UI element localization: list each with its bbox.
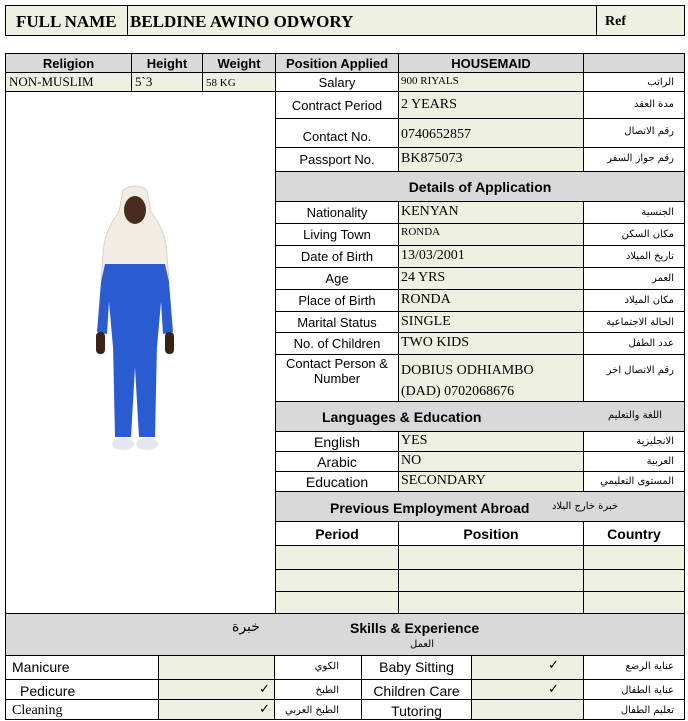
- detail-label: Living Town: [275, 223, 399, 246]
- position-value: HOUSEMAID: [398, 53, 584, 73]
- skill-left-label: Cleaning: [5, 699, 159, 720]
- skill-left-label: Pedicure: [5, 679, 159, 700]
- detail-label: Date of Birth: [275, 245, 399, 268]
- detail-label: Place of Birth: [275, 289, 399, 312]
- language-value: YES: [398, 431, 584, 452]
- skill-right-arabic: تعليم الطفال: [583, 699, 685, 720]
- detail-label: No. of Children: [275, 332, 399, 355]
- position-extra: [583, 53, 685, 73]
- salary-label: Salary: [275, 72, 399, 92]
- passport-arabic: رقم جواز السفر: [583, 147, 685, 172]
- skill-right-check: ✓: [471, 655, 584, 680]
- passport-value: BK875073: [398, 147, 584, 172]
- detail-arabic: عدد الطفل: [583, 332, 685, 355]
- skill-right-label: Baby Sitting: [361, 655, 472, 680]
- detail-arabic: الجنسية: [583, 201, 685, 224]
- skill-left-arabic: الطبخ: [274, 679, 362, 700]
- contract-label: Contract Period: [275, 91, 399, 119]
- employment-country-cell: [583, 569, 685, 592]
- skill-left-check: ✓: [158, 699, 275, 720]
- passport-label: Passport No.: [275, 147, 399, 172]
- detail-value: TWO KIDS: [398, 332, 584, 355]
- skill-right-label: Children Care: [361, 679, 472, 700]
- detail-arabic: مكان الميلاد: [583, 289, 685, 312]
- contact-person-label: [275, 354, 399, 402]
- detail-value: 24 YRS: [398, 267, 584, 290]
- language-label: Education: [275, 471, 399, 492]
- employment-country-cell: [583, 545, 685, 570]
- skill-left-check: [158, 655, 275, 680]
- religion-value: NON-MUSLIM: [5, 72, 132, 92]
- employment-title-arabic: خبرة خارج البلاد: [552, 501, 619, 512]
- detail-value: 13/03/2001: [398, 245, 584, 268]
- employment-header: [275, 491, 685, 522]
- employment-period-cell: [275, 591, 399, 614]
- skill-left-label: Manicure: [5, 655, 159, 680]
- skill-right-label: Tutoring: [361, 699, 472, 720]
- full-name-value: BELDINE AWINO ODWORY: [127, 5, 597, 36]
- weight-value: 58 KG: [202, 72, 276, 92]
- skills-header: [5, 613, 685, 656]
- detail-arabic: الحالة الاجتماعية: [583, 311, 685, 333]
- contract-arabic: مدة العقد: [583, 91, 685, 119]
- employment-position-cell: [398, 545, 584, 570]
- contract-value: 2 YEARS: [398, 91, 584, 119]
- detail-value: RONDA: [398, 289, 584, 312]
- position-header: Position Applied: [275, 53, 399, 73]
- height-header: Height: [131, 53, 203, 73]
- language-arabic: الانجليزية: [583, 431, 685, 452]
- contact-value: 0740652857: [398, 118, 584, 148]
- detail-value: RONDA: [398, 223, 584, 246]
- detail-value: KENYAN: [398, 201, 584, 224]
- language-arabic: العربية: [583, 451, 685, 472]
- contact-person-label-text: Contact Person & Number: [286, 356, 388, 386]
- full-name-label: FULL NAME: [5, 5, 128, 36]
- employment-col-position: Position: [398, 521, 584, 546]
- detail-arabic: مكان السكن: [583, 223, 685, 246]
- weight-header: Weight: [202, 53, 276, 73]
- salary-value: 900 RIYALS: [398, 72, 584, 92]
- skill-left-check: ✓: [158, 679, 275, 700]
- contact-person-value: [398, 354, 584, 402]
- salary-arabic: الراتب: [583, 72, 685, 92]
- detail-label: Marital Status: [275, 311, 399, 333]
- contact-arabic: رقم الاتصال: [583, 118, 685, 148]
- employment-title: Previous Employment Abroad: [330, 500, 530, 516]
- skills-subtitle-arabic: العمل: [410, 639, 435, 650]
- religion-header: Religion: [5, 53, 132, 73]
- skill-left-arabic: الكوي: [274, 655, 362, 680]
- language-arabic: المستوى التعليمي: [583, 471, 685, 492]
- detail-label: Age: [275, 267, 399, 290]
- contact-person-arabic: رقم الاتصال اخر: [583, 354, 685, 402]
- language-label: Arabic: [275, 451, 399, 472]
- applicant-photo: [85, 182, 185, 467]
- languages-title-arabic: اللغة والتعليم: [608, 410, 662, 421]
- detail-value: SINGLE: [398, 311, 584, 333]
- language-value: NO: [398, 451, 584, 472]
- height-value: 5`3: [131, 72, 203, 92]
- employment-col-country: Country: [583, 521, 685, 546]
- details-title: Details of Application: [275, 171, 685, 202]
- languages-title: Languages & Education: [322, 409, 482, 425]
- skill-right-check: ✓: [471, 679, 584, 700]
- employment-col-period: Period: [275, 521, 399, 546]
- skill-left-arabic: الطبخ العربي: [274, 699, 362, 720]
- employment-position-cell: [398, 569, 584, 592]
- employment-period-cell: [275, 545, 399, 570]
- contact-label: Contact No.: [275, 118, 399, 148]
- employment-position-cell: [398, 591, 584, 614]
- detail-arabic: تاريخ الميلاد: [583, 245, 685, 268]
- employment-country-cell: [583, 591, 685, 614]
- skill-right-arabic: عناية الرضع: [583, 655, 685, 680]
- employment-period-cell: [275, 569, 399, 592]
- ref-label: Ref: [596, 5, 685, 36]
- detail-label: Nationality: [275, 201, 399, 224]
- skill-right-arabic: عناية الطفال: [583, 679, 685, 700]
- language-label: English: [275, 431, 399, 452]
- contact-person-number: (DAD) 0702068676: [401, 384, 515, 399]
- languages-header: [275, 401, 685, 432]
- language-value: SECONDARY: [398, 471, 584, 492]
- skills-title: Skills & Experience: [350, 620, 480, 636]
- skill-right-check: [471, 699, 584, 720]
- contact-person-name: DOBIUS ODHIAMBO: [401, 363, 534, 378]
- detail-arabic: العمر: [583, 267, 685, 290]
- skills-title-arabic: خبرة: [232, 619, 260, 635]
